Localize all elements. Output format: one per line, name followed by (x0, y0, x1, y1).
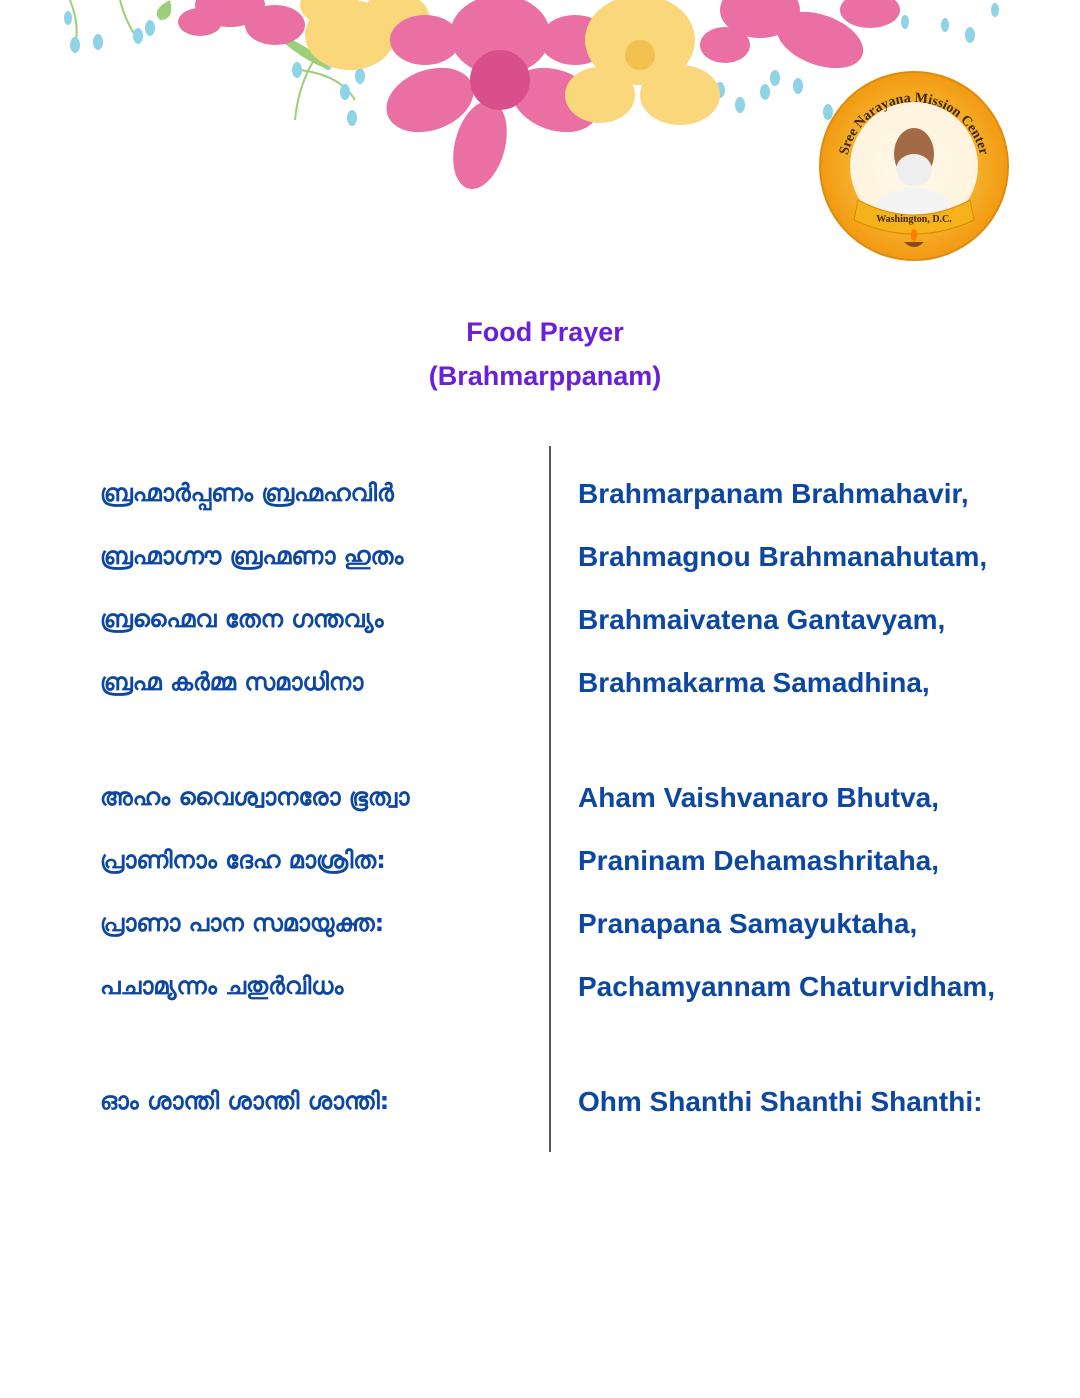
logo-arc-text: Sree Narayana Mission Center (836, 90, 992, 157)
malayalam-line: ബ്രഹ്മാർപ്പണം ബ്രഹ്മഹവിർ (100, 479, 394, 507)
page-subtitle: (Brahmarppanam) (428, 361, 662, 391)
logo-ribbon-text: Washington, D.C. (876, 214, 952, 225)
mission-center-logo (818, 70, 1010, 262)
pink-flower-left (178, 0, 305, 45)
malayalam-line: ബ്രഹ്മൈവ തേന ഗന്തവ്യം (100, 605, 384, 633)
english-line: Brahmagnou Brahmanahutam, (578, 541, 988, 572)
malayalam-line: പചാമ്യന്നം ചതുർവിധം (100, 972, 344, 1000)
malayalam-line: ബ്രഹ്മ കർമ്മ സമാധിനാ (100, 668, 364, 696)
malayalam-line: പ്രാണിനാം ദേഹ മാശ്രിത: (100, 846, 386, 874)
english-line: Brahmakarma Samadhina, (578, 667, 930, 698)
malayalam-closing: ഓം ശാന്തി ശാന്തി ശാന്തി: (100, 1087, 390, 1115)
malayalam-column (100, 462, 540, 1133)
malayalam-line: പ്രാണാ പാന സമായുക്ത: (100, 909, 385, 937)
english-column (578, 462, 1058, 1133)
heading (0, 310, 1080, 398)
english-line: Brahmaivatena Gantavyam, (578, 604, 946, 635)
english-line: Aham Vaishvanaro Bhutva, (578, 782, 940, 813)
page-title: Food Prayer (466, 317, 624, 347)
english-line: Brahmarpanam Brahmahavir, (578, 478, 969, 509)
english-line: Pachamyannam Chaturvidham, (578, 971, 996, 1002)
malayalam-line: ബ്രഹ്മാഗ്നൗ ബ്രഹ്മണാ ഹുതം (100, 542, 404, 570)
english-line: Praninam Dehamashritaha, (578, 845, 940, 876)
pink-flower-right (700, 0, 900, 79)
english-closing: Ohm Shanthi Shanthi Shanthi: (578, 1086, 983, 1117)
english-line: Pranapana Samayuktaha, (578, 908, 918, 939)
malayalam-line: അഹം വൈശ്വാനരോ ഭൂത്വാ (100, 783, 410, 811)
column-divider (549, 446, 551, 1152)
leaf-left (157, 0, 172, 20)
